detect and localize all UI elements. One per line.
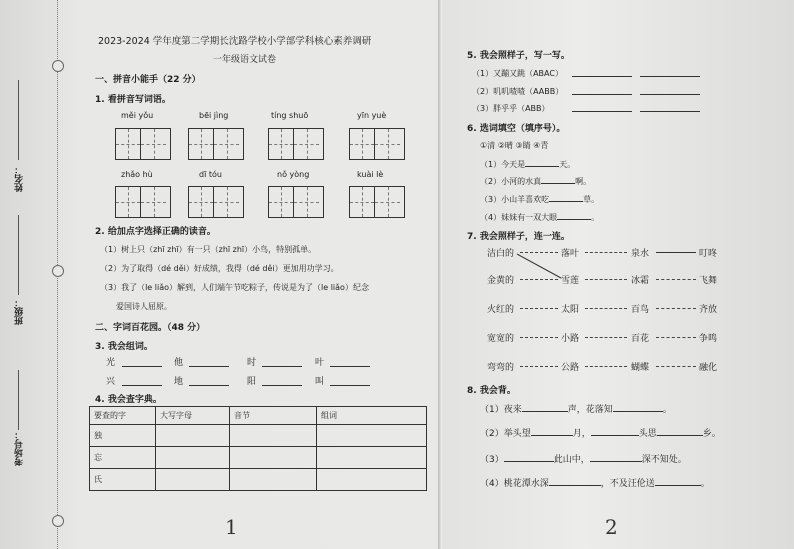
match-word[interactable]: 百花 — [631, 334, 650, 344]
pinyin-label: nǒ yòng — [277, 170, 310, 179]
answer-blank[interactable] — [640, 76, 700, 77]
match-word[interactable]: 蝴蝶 — [631, 363, 650, 373]
pinyin-label: yīn yuè — [357, 111, 387, 120]
q2-item: （3）我了（le liǎo）解到，人们端午节吃粽子，传说是为了（le liǎo）纪念 — [100, 283, 369, 292]
pinyin-label: měi yǒu — [121, 111, 154, 120]
writing-grid[interactable] — [115, 186, 171, 218]
match-word[interactable]: 公路 — [561, 363, 580, 373]
page-number-right: 2 — [605, 515, 618, 539]
q8-text: 月， — [572, 429, 591, 439]
table-row — [90, 425, 427, 447]
q6-item-text: （4）妹妹有一双大眼 — [480, 213, 558, 222]
q6-item-text: 啊。 — [575, 177, 592, 186]
answer-blank[interactable] — [330, 366, 370, 367]
q2-item: （1）树上只（zhī zhī）有一只（zhī zhī）小鸟，特别孤单。 — [100, 245, 317, 254]
q8-text: 。 — [662, 405, 672, 415]
answer-blank[interactable] — [531, 426, 573, 436]
table-cell[interactable] — [230, 425, 317, 447]
table-cell[interactable] — [230, 469, 317, 491]
match-word[interactable]: 融化 — [699, 363, 718, 373]
answer-blank[interactable] — [262, 385, 302, 386]
page-fold — [438, 0, 442, 549]
match-line — [656, 366, 696, 367]
answer-blank[interactable] — [122, 366, 162, 367]
answer-blank[interactable] — [557, 210, 591, 220]
q8-text: 声，花落知 — [567, 405, 613, 415]
word-char: 他 — [174, 358, 184, 368]
match-word[interactable]: 百鸟 — [631, 305, 650, 315]
answer-blank[interactable] — [189, 366, 229, 367]
word-char: 叶 — [315, 358, 325, 368]
word-char: 阳 — [247, 377, 257, 387]
q8-title: 8. 我会背。 — [467, 386, 516, 396]
table-cell-char: 氏 — [90, 469, 156, 491]
q6-options: ①清 ②晴 ③睛 ④青 — [480, 141, 549, 150]
q5-title: 5. 我会照样子，写一写。 — [467, 51, 570, 61]
q6-item-text: （1）今天是 — [480, 160, 526, 169]
match-line — [585, 279, 627, 280]
q8-item — [480, 402, 672, 415]
binding-hole — [52, 60, 64, 72]
answer-blank[interactable] — [549, 476, 601, 486]
match-line — [585, 308, 627, 309]
section1-title: 一、拼音小能手（22 分） — [95, 75, 201, 85]
q8-item — [480, 452, 687, 465]
writing-grid[interactable] — [268, 128, 324, 160]
word-char: 叫 — [315, 377, 325, 387]
q5-item: （3）胖乎乎（ABB） — [472, 104, 550, 113]
q8-text: 深不知处。 — [641, 455, 687, 465]
q8-item — [480, 476, 710, 489]
table-cell[interactable] — [317, 469, 427, 491]
table-cell-char: 独 — [90, 425, 156, 447]
exam-no-blank — [18, 370, 19, 430]
match-word[interactable]: 宽宽的 — [487, 334, 515, 344]
q7-title: 7. 我会照样子，连一连。 — [467, 232, 570, 242]
match-word[interactable]: 火红的 — [487, 305, 515, 315]
q2-title: 2. 给加点字选择正确的读音。 — [95, 227, 216, 237]
match-word[interactable]: 叮咚 — [699, 249, 718, 259]
q6-item — [480, 210, 599, 223]
answer-blank[interactable] — [549, 192, 583, 202]
exam-subtitle: 一年级语文试卷 — [213, 55, 277, 65]
match-line — [520, 308, 558, 309]
word-char: 时 — [247, 358, 257, 368]
match-line — [656, 337, 696, 338]
answer-blank[interactable] — [613, 402, 663, 412]
writing-grid[interactable] — [349, 128, 405, 160]
match-word[interactable]: 洁白的 — [487, 249, 515, 259]
table-header: 要查的字 — [90, 407, 156, 425]
answer-blank[interactable] — [330, 385, 370, 386]
pinyin-label: tíng shuō — [271, 111, 309, 120]
answer-blank[interactable] — [572, 76, 632, 77]
match-word[interactable]: 飞舞 — [699, 276, 718, 286]
match-word[interactable]: 齐放 — [699, 305, 718, 315]
q6-item — [480, 174, 591, 187]
answer-blank[interactable] — [572, 111, 632, 112]
q8-text: （4）桃花潭水深 — [480, 479, 549, 489]
word-char: 兴 — [106, 377, 116, 387]
q6-item-text: 天。 — [559, 160, 576, 169]
match-word[interactable]: 金黄的 — [487, 276, 515, 286]
q6-item-text: （3）小山羊喜欢吃 — [480, 195, 550, 204]
q8-text: 此山中， — [553, 455, 590, 465]
table-cell-char: 忘 — [90, 447, 156, 469]
table-cell[interactable] — [317, 425, 427, 447]
answer-blank[interactable] — [640, 111, 700, 112]
match-line — [585, 366, 627, 367]
answer-blank[interactable] — [189, 385, 229, 386]
pinyin-label: kuài lè — [357, 170, 384, 179]
match-word[interactable]: 冰霜 — [631, 276, 650, 286]
q8-text: （2）举头望 — [480, 429, 531, 439]
match-line — [585, 252, 627, 253]
exam-title: 2023-2024 学年度第二学期长沈路学校小学部学科核心素养调研 — [98, 36, 372, 47]
pinyin-label: dī tóu — [199, 170, 222, 179]
writing-grid[interactable] — [115, 128, 171, 160]
match-word[interactable]: 小路 — [561, 334, 580, 344]
match-word[interactable]: 雪莲 — [561, 276, 580, 286]
answer-blank[interactable] — [655, 476, 701, 486]
name-blank — [18, 80, 19, 160]
q8-item — [480, 426, 721, 439]
match-word[interactable]: 争鸣 — [699, 334, 718, 344]
dictionary-table — [89, 406, 427, 491]
pinyin-label: bēi jìng — [199, 111, 229, 120]
writing-grid[interactable] — [188, 186, 244, 218]
writing-grid[interactable] — [268, 186, 324, 218]
match-line — [656, 279, 696, 280]
q6-item — [480, 157, 575, 170]
binding-hole — [52, 265, 64, 277]
q6-item — [480, 192, 599, 205]
answer-blank[interactable] — [572, 94, 632, 95]
table-row — [90, 447, 427, 469]
match-line — [585, 337, 627, 338]
q6-item-text: （2）小河的水真 — [480, 177, 542, 186]
example-link — [656, 252, 696, 253]
match-word[interactable]: 泉水 — [631, 249, 650, 259]
exam-no-label: 考场号： — [15, 430, 25, 466]
word-char: 光 — [106, 358, 116, 368]
table-cell[interactable] — [317, 447, 427, 469]
q2-item: 爱国诗人屈原。 — [116, 302, 172, 311]
example-diagonal-link — [515, 252, 565, 282]
q6-item-text: 草。 — [583, 195, 600, 204]
table-cell[interactable] — [230, 447, 317, 469]
q8-text: 乡。 — [702, 429, 721, 439]
answer-blank[interactable] — [122, 385, 162, 386]
section2-title: 二、字词百花园。（48 分） — [95, 323, 206, 333]
table-header: 组词 — [317, 407, 427, 425]
writing-grid[interactable] — [188, 128, 244, 160]
answer-blank[interactable] — [640, 94, 700, 95]
answer-blank[interactable] — [262, 366, 302, 367]
q2-item: （2）为了取得（dé děi）好成绩，我得（dé děi）更加用功学习。 — [100, 264, 339, 273]
table-cell[interactable] — [156, 469, 230, 491]
match-word[interactable]: 弯弯的 — [487, 363, 515, 373]
table-row — [90, 469, 427, 491]
answer-blank[interactable] — [590, 452, 642, 462]
answer-blank[interactable] — [522, 402, 568, 412]
q6-title: 6. 选词填空（填序号）。 — [467, 124, 566, 134]
answer-blank[interactable] — [591, 426, 639, 436]
answer-blank[interactable] — [504, 452, 554, 462]
match-word[interactable]: 太阳 — [561, 305, 580, 315]
match-line — [520, 366, 558, 367]
match-word[interactable]: 落叶 — [561, 249, 580, 259]
table-header: 音节 — [230, 407, 317, 425]
q8-text: 。 — [700, 479, 710, 489]
table-cell[interactable] — [156, 447, 230, 469]
class-label: 班级： — [15, 298, 25, 325]
q1-title: 1. 看拼音写词语。 — [95, 95, 171, 105]
word-char: 地 — [174, 377, 184, 387]
class-blank — [18, 215, 19, 295]
q6-item-text: 。 — [591, 213, 600, 222]
q4-title: 4. 我会查字典。 — [95, 395, 162, 405]
q8-text: ，不及汪伦送 — [600, 479, 655, 489]
answer-blank[interactable] — [541, 174, 575, 184]
match-line — [656, 308, 696, 309]
pinyin-label: zhǎo hù — [121, 170, 153, 179]
q8-text: 头思 — [638, 429, 657, 439]
answer-blank[interactable] — [657, 426, 703, 436]
q8-text: （1）夜来 — [480, 405, 522, 415]
q5-item: （2）叽叽喳喳（AABB） — [472, 87, 564, 96]
page-number-left: 1 — [225, 515, 238, 539]
name-label: 姓名： — [15, 165, 25, 192]
q8-text: （3） — [480, 455, 504, 465]
q5-item: （1）又蹦又跳（ABAC） — [472, 69, 563, 78]
binding-hole — [52, 515, 64, 527]
answer-blank[interactable] — [525, 157, 559, 167]
writing-grid[interactable] — [349, 186, 405, 218]
table-cell[interactable] — [156, 425, 230, 447]
table-header: 大写字母 — [156, 407, 230, 425]
q3-title: 3. 我会组词。 — [95, 342, 153, 352]
match-line — [520, 337, 558, 338]
